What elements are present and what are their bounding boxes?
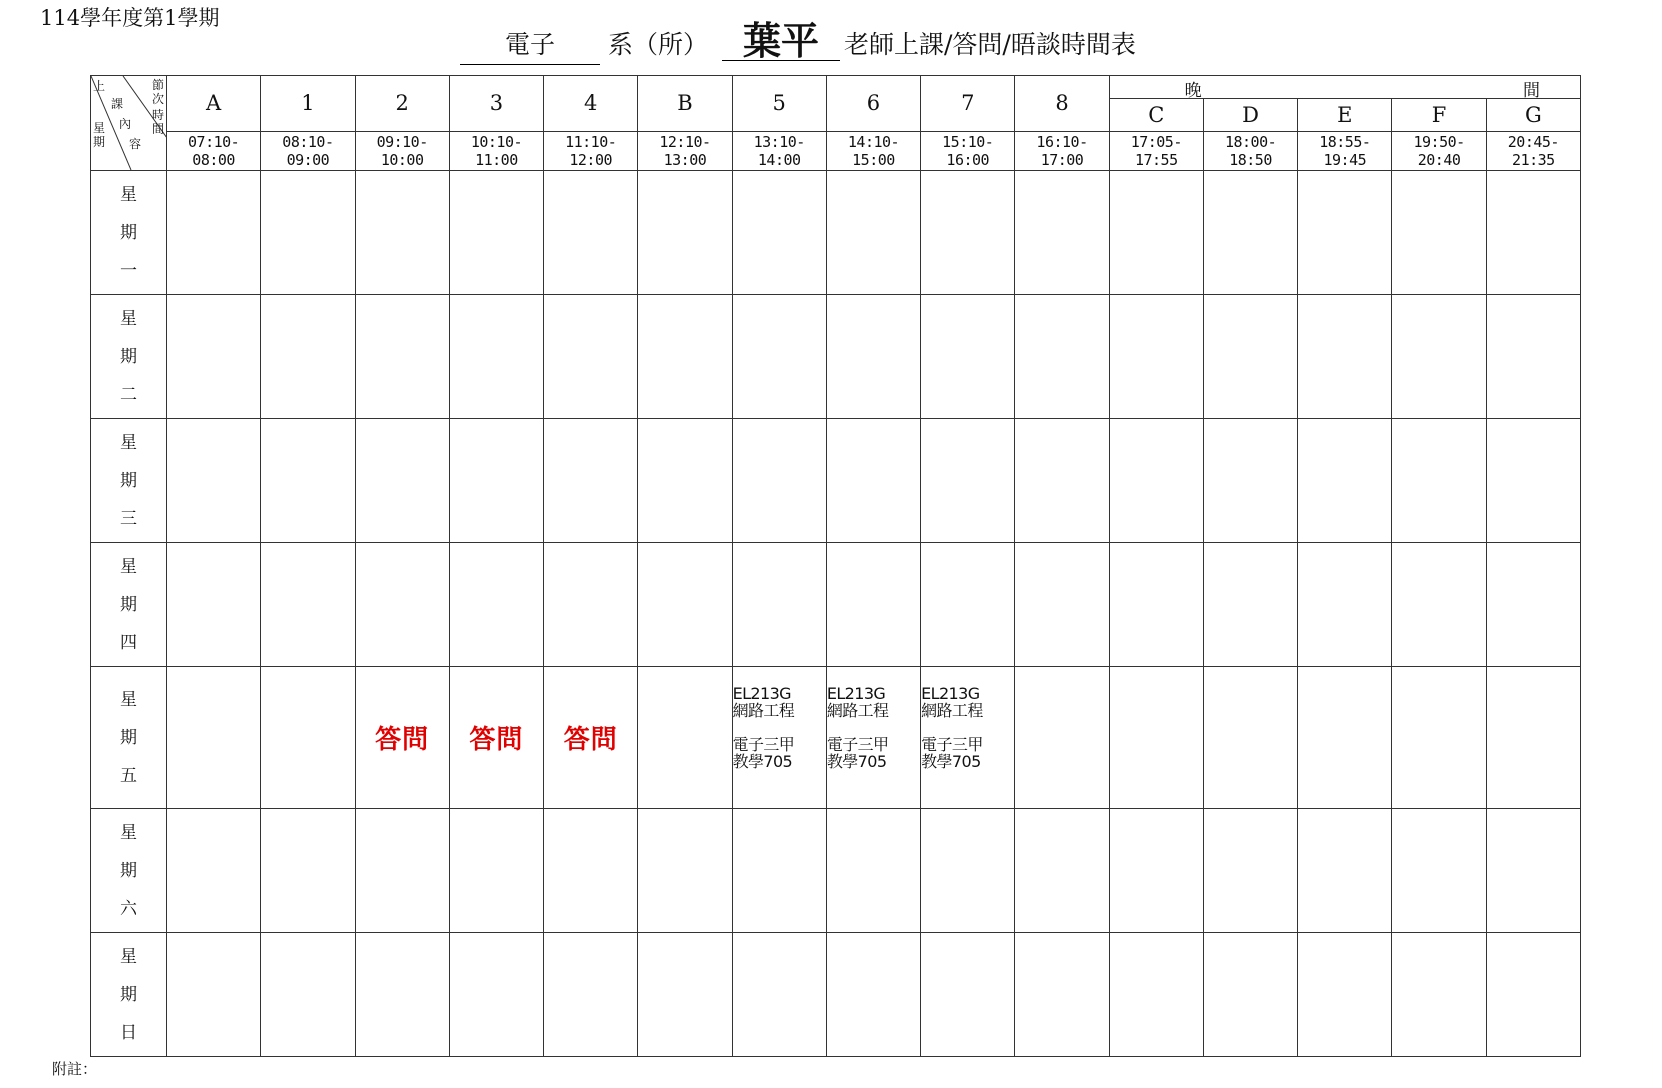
schedule-cell xyxy=(1298,933,1392,1057)
schedule-cell xyxy=(921,933,1015,1057)
period-time: 07:10-08:00 xyxy=(167,131,261,170)
qa-label: 答問 xyxy=(375,725,430,755)
corner-label: 次 xyxy=(152,92,165,106)
schedule-cell xyxy=(449,419,543,543)
corner-label: 容 xyxy=(129,137,142,151)
schedule-cell xyxy=(826,809,920,933)
schedule-cell xyxy=(1109,171,1203,295)
schedule-cell xyxy=(1203,933,1297,1057)
course-name: 網路工程 xyxy=(921,701,983,720)
schedule-cell xyxy=(921,419,1015,543)
schedule-cell xyxy=(1486,543,1580,667)
period-time: 08:10-09:00 xyxy=(261,131,355,170)
schedule-cell xyxy=(1392,809,1486,933)
schedule-cell xyxy=(732,419,826,543)
period-label: 7 xyxy=(921,76,1015,132)
day-row-sunday xyxy=(91,933,1581,1057)
schedule-cell xyxy=(1486,933,1580,1057)
period-label: G xyxy=(1486,99,1580,132)
schedule-cell xyxy=(544,809,638,933)
schedule-cell xyxy=(449,543,543,667)
schedule-cell xyxy=(261,543,355,667)
schedule-cell xyxy=(638,543,732,667)
course-class: 電子三甲 xyxy=(826,735,889,754)
day-row-monday xyxy=(91,171,1581,295)
schedule-cell xyxy=(1486,171,1580,295)
period-time: 13:10-14:00 xyxy=(732,131,826,170)
semester-label: 114學年度第1學期 xyxy=(40,6,220,30)
schedule-cell xyxy=(167,419,261,543)
schedule-cell xyxy=(638,667,732,809)
teacher-name: 葉平 xyxy=(722,22,840,61)
schedule-cell xyxy=(1298,419,1392,543)
period-label: 5 xyxy=(732,76,826,132)
course-name: 網路工程 xyxy=(826,701,889,720)
evening-label-left: 晚 xyxy=(1184,81,1202,101)
schedule-cell xyxy=(1486,419,1580,543)
day-label: 星 期 一 xyxy=(91,171,167,295)
period-time: 09:10-10:00 xyxy=(355,131,449,170)
schedule-cell xyxy=(167,543,261,667)
schedule-cell xyxy=(1109,419,1203,543)
schedule-cell xyxy=(1109,667,1203,809)
schedule-cell xyxy=(355,419,449,543)
schedule-cell xyxy=(261,667,355,809)
day-label: 星 期 二 xyxy=(91,295,167,419)
schedule-cell xyxy=(355,171,449,295)
schedule-cell xyxy=(1203,543,1297,667)
schedule-cell xyxy=(1015,171,1109,295)
schedule-cell xyxy=(1015,543,1109,667)
footnote-label: 附註： xyxy=(52,1060,98,1078)
schedule-cell xyxy=(1298,667,1392,809)
schedule-cell xyxy=(1015,667,1109,809)
department-name: 電子 xyxy=(460,26,600,65)
schedule-cell xyxy=(544,667,638,809)
day-row-tuesday xyxy=(91,295,1581,419)
schedule-cell xyxy=(1298,543,1392,667)
schedule-cell xyxy=(355,933,449,1057)
period-label: 1 xyxy=(261,76,355,132)
schedule-cell xyxy=(449,171,543,295)
schedule-cell xyxy=(732,933,826,1057)
schedule-cell xyxy=(1392,171,1486,295)
period-time: 17:05-17:55 xyxy=(1109,131,1203,170)
schedule-cell xyxy=(1203,419,1297,543)
schedule-cell xyxy=(638,295,732,419)
department-suffix: 系（所） xyxy=(608,30,709,59)
corner-label: 期 xyxy=(93,135,106,149)
period-time: 18:55-19:45 xyxy=(1298,131,1392,170)
day-row-saturday xyxy=(91,809,1581,933)
day-label: 星 期 四 xyxy=(91,543,167,667)
schedule-cell xyxy=(355,295,449,419)
schedule-cell xyxy=(1392,933,1486,1057)
course-cell xyxy=(921,667,1015,809)
schedule-cell xyxy=(638,419,732,543)
evening-header xyxy=(1109,76,1580,99)
timetable xyxy=(90,75,1581,1057)
schedule-cell xyxy=(1392,543,1486,667)
corner-label: 時 xyxy=(152,108,165,122)
schedule-cell xyxy=(921,809,1015,933)
period-time: 18:00-18:50 xyxy=(1203,131,1297,170)
schedule-cell xyxy=(261,809,355,933)
schedule-cell xyxy=(1298,171,1392,295)
schedule-cell xyxy=(638,933,732,1057)
period-time: 12:10-13:00 xyxy=(638,131,732,170)
schedule-cell xyxy=(638,809,732,933)
day-row-wednesday xyxy=(91,419,1581,543)
corner-header xyxy=(91,76,167,171)
schedule-cell xyxy=(261,171,355,295)
corner-label: 節 xyxy=(152,78,165,92)
course-name: 網路工程 xyxy=(732,701,795,720)
day-label: 星 期 五 xyxy=(91,667,167,809)
course-class: 電子三甲 xyxy=(732,735,795,754)
day-label: 星 期 三 xyxy=(91,419,167,543)
schedule-cell xyxy=(1203,667,1297,809)
course-room: 教學705 xyxy=(826,752,887,771)
schedule-cell xyxy=(1015,933,1109,1057)
course-cell xyxy=(826,667,920,809)
schedule-cell xyxy=(1298,809,1392,933)
schedule-cell xyxy=(732,543,826,667)
period-label: B xyxy=(638,76,732,132)
schedule-cell xyxy=(1109,543,1203,667)
day-row-thursday xyxy=(91,543,1581,667)
schedule-cell xyxy=(732,171,826,295)
period-label: 6 xyxy=(826,76,920,132)
period-label: 2 xyxy=(355,76,449,132)
schedule-cell xyxy=(1015,809,1109,933)
schedule-cell xyxy=(167,933,261,1057)
qa-label: 答問 xyxy=(563,725,618,755)
schedule-cell xyxy=(826,543,920,667)
schedule-cell xyxy=(1109,295,1203,419)
corner-label: 上 xyxy=(93,79,106,93)
schedule-cell xyxy=(544,419,638,543)
course-class: 電子三甲 xyxy=(921,735,983,754)
period-label: D xyxy=(1203,99,1297,132)
period-time: 10:10-11:00 xyxy=(449,131,543,170)
period-label: 4 xyxy=(544,76,638,132)
schedule-cell xyxy=(732,295,826,419)
schedule-cell xyxy=(1203,171,1297,295)
schedule-cell xyxy=(1203,809,1297,933)
schedule-cell xyxy=(1298,295,1392,419)
course-room: 教學705 xyxy=(921,752,981,771)
period-time: 15:10-16:00 xyxy=(921,131,1015,170)
corner-label: 課 xyxy=(111,97,124,111)
schedule-cell xyxy=(167,809,261,933)
period-label: 8 xyxy=(1015,76,1109,132)
schedule-cell xyxy=(1486,809,1580,933)
schedule-cell xyxy=(826,295,920,419)
qa-label: 答問 xyxy=(469,725,524,755)
period-label: C xyxy=(1109,99,1203,132)
schedule-cell xyxy=(1486,667,1580,809)
schedule-cell xyxy=(732,809,826,933)
day-row-friday xyxy=(91,667,1581,809)
schedule-cell xyxy=(544,171,638,295)
schedule-cell xyxy=(167,667,261,809)
course-room: 教學705 xyxy=(732,752,793,771)
schedule-cell xyxy=(1015,295,1109,419)
schedule-cell xyxy=(261,419,355,543)
period-time: 16:10-17:00 xyxy=(1015,131,1109,170)
day-label: 星 期 六 xyxy=(91,809,167,933)
period-time: 11:10-12:00 xyxy=(544,131,638,170)
schedule-cell xyxy=(1486,295,1580,419)
period-label: F xyxy=(1392,99,1486,132)
schedule-cell xyxy=(544,933,638,1057)
schedule-cell xyxy=(921,171,1015,295)
course-cell xyxy=(732,667,826,809)
schedule-cell xyxy=(1392,667,1486,809)
corner-label: 星 xyxy=(93,121,106,135)
schedule-cell xyxy=(544,295,638,419)
schedule-cell xyxy=(826,419,920,543)
period-time: 20:45-21:35 xyxy=(1486,131,1580,170)
schedule-cell xyxy=(1015,419,1109,543)
corner-label: 內 xyxy=(119,117,132,131)
course-code: EL213G xyxy=(732,684,791,703)
schedule-cell xyxy=(355,667,449,809)
period-label: A xyxy=(167,76,261,132)
schedule-cell xyxy=(261,933,355,1057)
schedule-cell xyxy=(167,171,261,295)
schedule-cell xyxy=(1392,419,1486,543)
period-label: 3 xyxy=(449,76,543,132)
schedule-cell xyxy=(921,295,1015,419)
corner-label: 間 xyxy=(152,122,165,136)
schedule-cell xyxy=(638,171,732,295)
schedule-cell xyxy=(449,667,543,809)
schedule-cell xyxy=(449,933,543,1057)
period-time: 14:10-15:00 xyxy=(826,131,920,170)
schedule-cell xyxy=(826,933,920,1057)
schedule-cell xyxy=(826,171,920,295)
schedule-cell xyxy=(449,809,543,933)
day-label: 星 期 日 xyxy=(91,933,167,1057)
period-label: E xyxy=(1298,99,1392,132)
schedule-cell xyxy=(355,809,449,933)
schedule-cell xyxy=(1203,295,1297,419)
schedule-cell xyxy=(261,295,355,419)
schedule-cell xyxy=(449,295,543,419)
schedule-cell xyxy=(544,543,638,667)
course-code: EL213G xyxy=(921,684,980,703)
evening-label-right: 間 xyxy=(1523,81,1541,101)
schedule-cell xyxy=(167,295,261,419)
course-code: EL213G xyxy=(826,684,886,703)
schedule-cell xyxy=(1392,295,1486,419)
schedule-cell xyxy=(1109,809,1203,933)
title-suffix: 老師上課/答問/晤談時間表 xyxy=(844,30,1136,59)
schedule-cell xyxy=(1109,933,1203,1057)
schedule-cell xyxy=(355,543,449,667)
schedule-cell xyxy=(921,543,1015,667)
period-time: 19:50-20:40 xyxy=(1392,131,1486,170)
